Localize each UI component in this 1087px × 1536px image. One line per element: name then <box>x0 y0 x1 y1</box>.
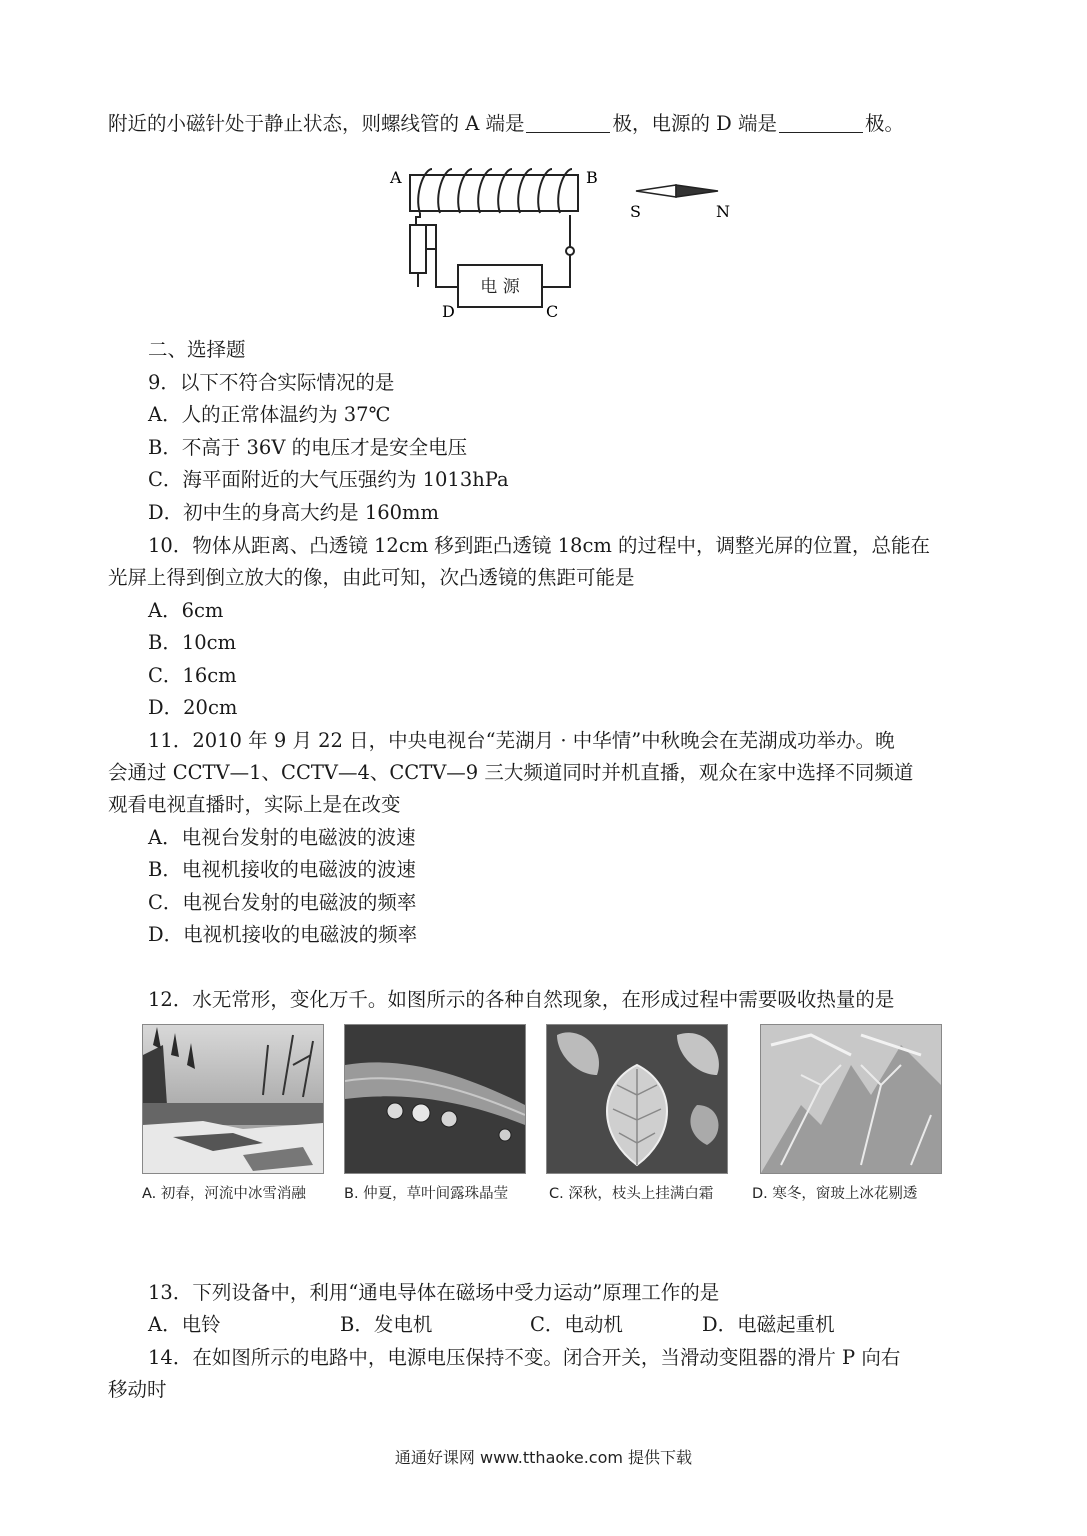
footer: 通通好课网 www.tthaoke.com 提供下载 <box>394 1448 693 1467</box>
q8-text-before: 附近的小磁针处于静止状态，则螺线管的 A 端是 <box>108 112 525 135</box>
photo-d-ice-flowers[interactable] <box>760 1024 942 1174</box>
q12-stem: 12．水无常形，变化万千。如图所示的各种自然现象，在形成过程中需要吸收热量的是 <box>148 988 895 1011</box>
label-d: D <box>442 302 455 321</box>
power-label: 电 源 <box>480 277 520 297</box>
q13-option-b[interactable]: B．发电机 <box>340 1313 433 1336</box>
q8-text-end: 极。 <box>865 112 905 135</box>
q13-stem: 13．下列设备中，利用“通电导体在磁场中受力运动”原理工作的是 <box>148 1281 720 1304</box>
solenoid-circuit-figure <box>380 155 740 325</box>
q9-stem: 9．以下不符合实际情况的是 <box>148 371 395 394</box>
compass-needle-icon <box>636 185 718 197</box>
q9-option-b[interactable]: B．不高于 36V 的电压才是安全电压 <box>148 436 468 459</box>
label-c: C <box>546 302 559 321</box>
q8-blank-a[interactable] <box>526 114 610 133</box>
q13-option-a[interactable]: A．电铃 <box>148 1313 221 1336</box>
q11-option-c[interactable]: C．电视台发射的电磁波的频率 <box>148 891 417 914</box>
q11-option-b[interactable]: B．电视机接收的电磁波的波速 <box>148 858 416 881</box>
q10-option-c[interactable]: C．16cm <box>148 664 237 687</box>
q11-stem-line2: 会通过 CCTV—1、CCTV—4、CCTV—9 三大频道同时并机直播，观众在家中选择不同频道 <box>108 761 914 784</box>
q11-option-a[interactable]: A．电视台发射的电磁波的波速 <box>148 826 416 849</box>
label-n: N <box>716 202 730 221</box>
photo-c-frost[interactable] <box>546 1024 728 1174</box>
q8-text-mid: 极，电源的 D 端是 <box>612 112 778 135</box>
rheostat <box>410 225 426 273</box>
caption-b: B. 仲夏，草叶间露珠晶莹 <box>344 1186 509 1202</box>
caption-a: A. 初春，河流中冰雪消融 <box>142 1186 306 1202</box>
q14-stem-line1: 14．在如图所示的电路中，电源电压保持不变。闭合开关，当滑动变阻器的滑片 P 向右 <box>148 1346 901 1369</box>
caption-d: D. 寒冬，窗玻上冰花剔透 <box>752 1186 918 1202</box>
solenoid-core <box>410 175 578 211</box>
caption-c: C. 深秋，枝头上挂满白霜 <box>549 1186 714 1202</box>
q10-option-d[interactable]: D．20cm <box>148 696 238 719</box>
q13-option-d[interactable]: D．电磁起重机 <box>702 1313 835 1336</box>
switch <box>566 247 574 255</box>
section-title: 二、选择题 <box>148 338 246 361</box>
q14-stem-line2: 移动时 <box>108 1378 167 1401</box>
photo-b-dew-drops[interactable] <box>344 1024 526 1174</box>
q13-option-c[interactable]: C．电动机 <box>530 1313 623 1336</box>
q10-option-b[interactable]: B．10cm <box>148 631 237 654</box>
q10-stem-line1: 10．物体从距离、凸透镜 12cm 移到距凸透镜 18cm 的过程中，调整光屏的位置，总能在 <box>148 534 931 557</box>
label-s: S <box>630 202 641 221</box>
q9-option-d[interactable]: D．初中生的身高大约是 160mm <box>148 501 440 524</box>
q10-stem-line2: 光屏上得到倒立放大的像，由此可知，次凸透镜的焦距可能是 <box>108 566 635 589</box>
q13-options-row <box>148 1311 835 1339</box>
q11-option-d[interactable]: D．电视机接收的电磁波的频率 <box>148 923 418 946</box>
q11-stem-line3: 观看电视直播时，实际上是在改变 <box>108 793 401 816</box>
q8-blank-d[interactable] <box>779 114 863 133</box>
q9-option-a[interactable]: A．人的正常体温约为 37℃ <box>148 403 391 426</box>
q10-option-a[interactable]: A．6cm <box>148 599 224 622</box>
q8-tail-line <box>108 110 904 138</box>
label-b: B <box>586 168 598 187</box>
q9-option-c[interactable]: C．海平面附近的大气压强约为 1013hPa <box>148 468 509 491</box>
q11-stem-line1: 11．2010 年 9 月 22 日，中央电视台“芜湖月 · 中华情”中秋晚会在芜湖成功举办。晚 <box>148 729 895 752</box>
photo-a-melting-ice[interactable] <box>142 1024 324 1174</box>
label-a: A <box>390 168 402 187</box>
